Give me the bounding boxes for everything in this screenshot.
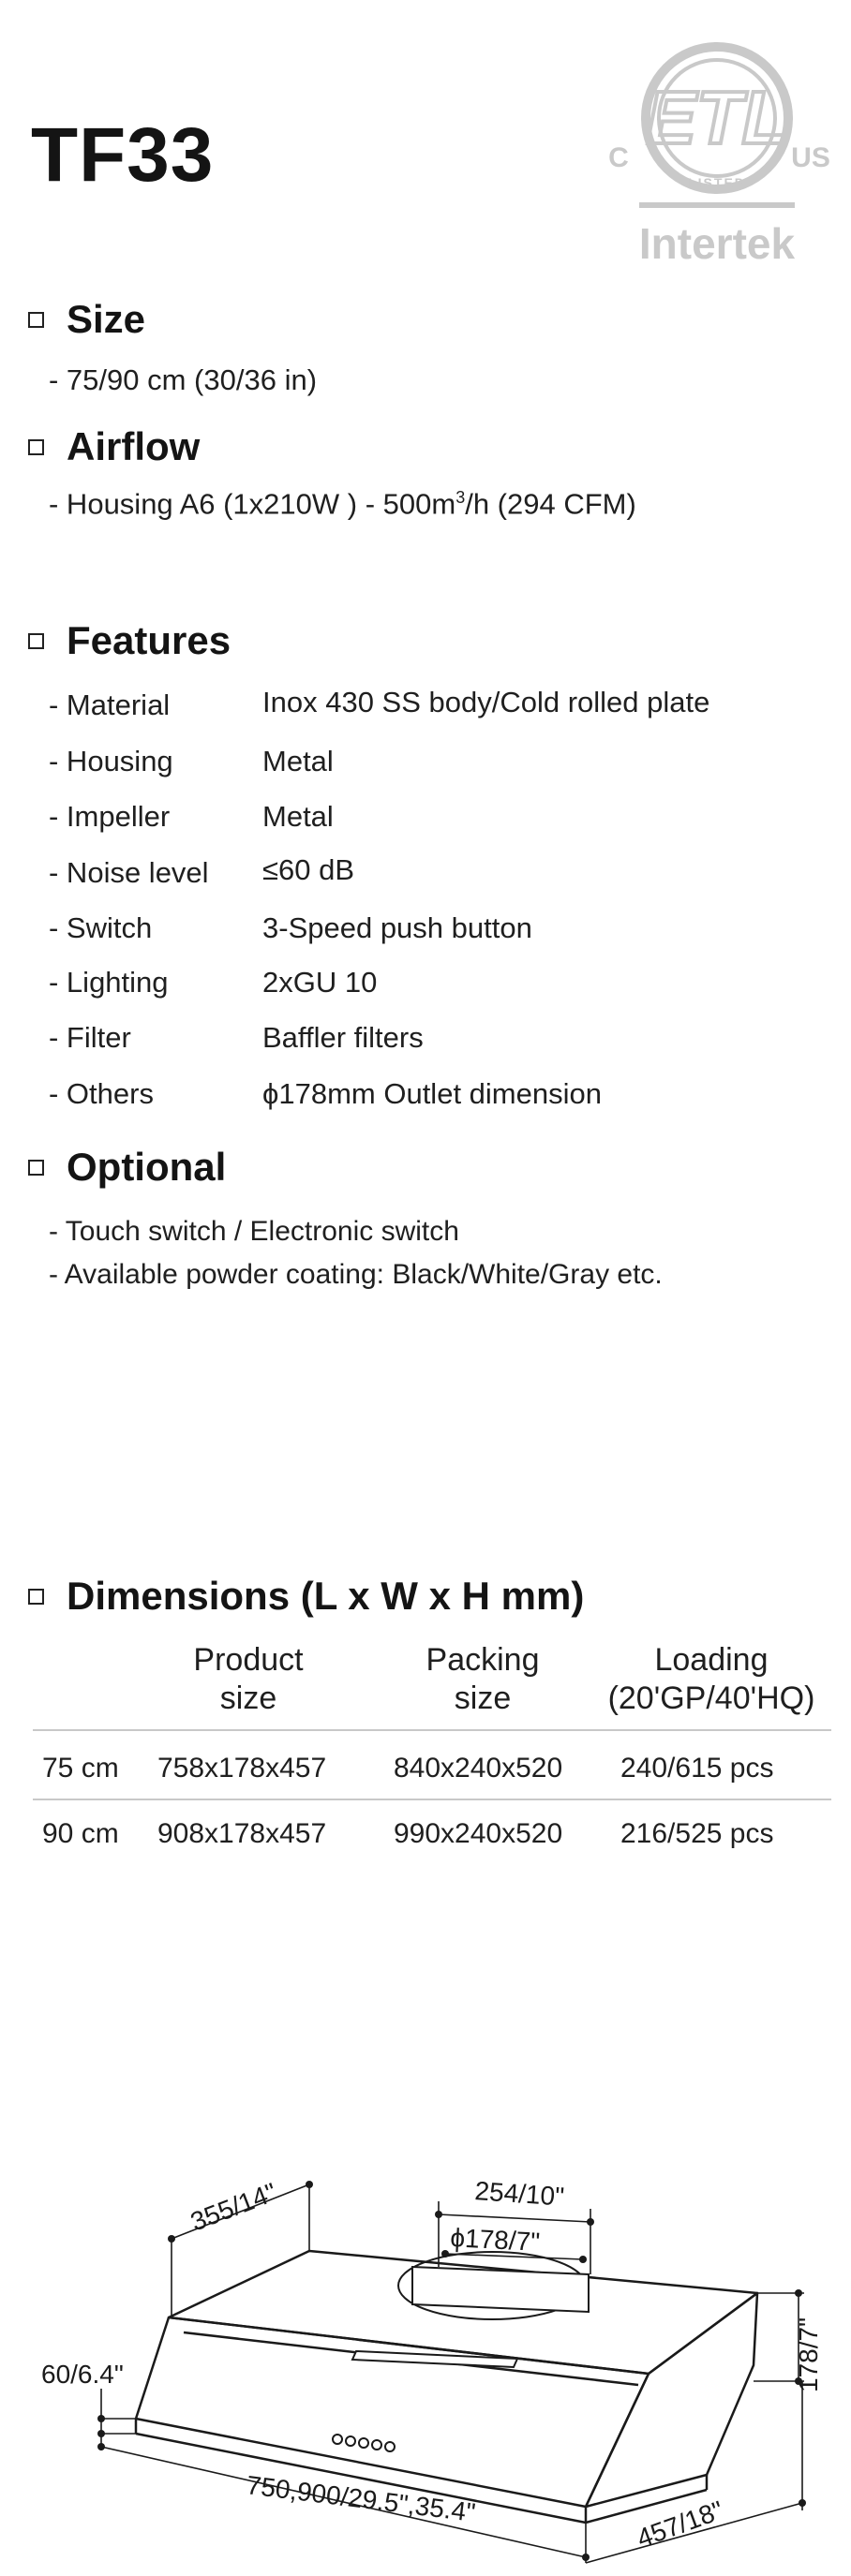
- cell-packing: 990x240x520: [394, 1818, 563, 1849]
- feature-label: - Material: [49, 688, 171, 721]
- cell-loading: 216/525 pcs: [620, 1818, 774, 1849]
- feature-label: - Housing: [49, 745, 173, 777]
- dim-depth-bottom: 457/18": [633, 2495, 727, 2554]
- feature-value: Metal: [262, 800, 334, 833]
- col-header-packing: [384, 1641, 581, 1718]
- model-title: TF33: [31, 112, 215, 198]
- cert-brand: Intertek: [638, 219, 796, 268]
- dim-width: 750,900/29.5",35.4": [245, 2470, 477, 2527]
- feature-value: 2xGU 10: [262, 966, 378, 999]
- dim-height: 178/7": [794, 2317, 823, 2392]
- optional-item: - Available powder coating: Black/White/Gray etc.: [49, 1259, 663, 1290]
- etl-mark: ETL: [646, 76, 788, 159]
- cell-product: 758x178x457: [157, 1753, 327, 1784]
- header-line: Product: [193, 1642, 304, 1678]
- feature-value: Inox 430 SS body/Cold rolled plate: [262, 686, 710, 718]
- etl-listed-logo: [600, 26, 844, 274]
- cell-product: 908x178x457: [157, 1818, 327, 1849]
- bullet-box-icon: [28, 1160, 44, 1176]
- hood-front-panel: [136, 2317, 649, 2507]
- table-divider: [33, 1799, 831, 1800]
- section-title: Dimensions (L x W x H mm): [67, 1574, 585, 1618]
- airflow-value-pre: - Housing A6 (1x210W ) - 500m: [49, 487, 456, 521]
- feature-label: - Noise level: [49, 856, 209, 889]
- section-title: Features: [67, 618, 231, 662]
- header-line: (20'GP/40'HQ): [607, 1680, 815, 1716]
- dim-outlet-diameter: ϕ178/7": [449, 2223, 541, 2258]
- cell-size: 75 cm: [42, 1753, 119, 1784]
- section-features: [28, 618, 231, 662]
- outlet-box: [412, 2267, 589, 2312]
- feature-value: ϕ178mm Outlet dimension: [262, 1077, 602, 1110]
- dim-front-height: 60/6.4": [41, 2360, 124, 2389]
- push-buttons: [333, 2435, 395, 2451]
- header-line: Packing: [426, 1642, 540, 1678]
- header-line: size: [219, 1680, 277, 1716]
- feature-value: Metal: [262, 745, 334, 777]
- feature-value: ≤60 dB: [262, 853, 355, 886]
- optional-item: - Touch switch / Electronic switch: [49, 1216, 459, 1247]
- bullet-box-icon: [28, 312, 44, 328]
- feature-label: - Switch: [49, 911, 153, 944]
- feature-label: - Filter: [49, 1021, 131, 1054]
- dim-depth-top: 355/14": [187, 2177, 281, 2237]
- feature-label: - Lighting: [49, 966, 169, 999]
- col-header-loading: [589, 1641, 834, 1718]
- cell-size: 90 cm: [42, 1818, 119, 1849]
- section-title: Airflow: [67, 424, 201, 468]
- feature-label: - Others: [49, 1077, 154, 1110]
- size-value: - 75/90 cm (30/36 in): [49, 363, 318, 396]
- bullet-box-icon: [28, 633, 44, 649]
- section-dimensions: [28, 1574, 585, 1618]
- hood-dimension-drawing: [0, 2154, 851, 2576]
- feature-value: 3-Speed push button: [262, 911, 532, 944]
- col-header-product: [150, 1641, 347, 1718]
- airflow-value: [49, 487, 636, 521]
- section-title: Size: [67, 297, 146, 341]
- feature-value: Baffler filters: [262, 1021, 424, 1054]
- bullet-box-icon: [28, 1589, 44, 1605]
- section-airflow: [28, 424, 201, 468]
- feature-label: - Impeller: [49, 800, 171, 833]
- cell-loading: 240/615 pcs: [620, 1753, 774, 1784]
- bullet-box-icon: [28, 439, 44, 455]
- section-optional: [28, 1147, 226, 1187]
- cert-listed: LISTED: [688, 175, 746, 190]
- section-title: Optional: [67, 1145, 227, 1189]
- cell-packing: 840x240x520: [394, 1753, 563, 1784]
- section-size: [28, 297, 146, 341]
- table-divider: [33, 1729, 831, 1731]
- cert-left: C: [608, 142, 629, 173]
- hood-side-panel: [586, 2293, 757, 2507]
- header-line: size: [454, 1680, 512, 1716]
- cert-right: US: [791, 142, 830, 173]
- airflow-value-sup: 3: [455, 488, 466, 507]
- header-line: Loading: [654, 1642, 769, 1678]
- dim-outlet-width: 254/10": [473, 2176, 566, 2212]
- light-strip: [352, 2351, 517, 2367]
- airflow-value-post: /h (294 CFM): [465, 487, 636, 521]
